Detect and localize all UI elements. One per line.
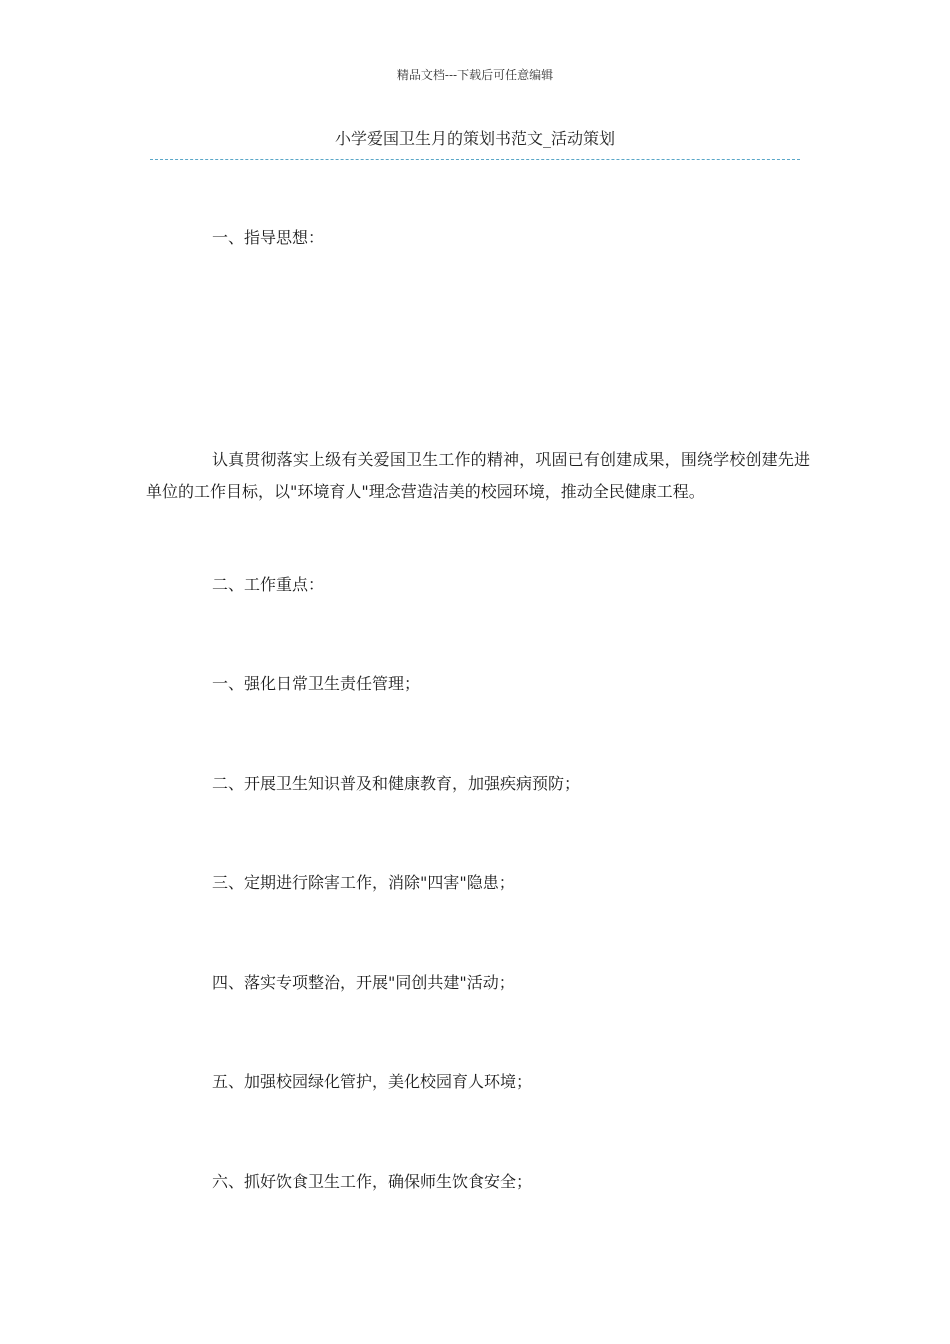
document-title: 小学爱国卫生月的策划书范文_活动策划 [334, 129, 615, 148]
list-item: 五、加强校园绿化管护，美化校园育人环境； [212, 1072, 533, 1091]
list-item: 三、定期进行除害工作，消除"四害"隐患； [212, 873, 515, 892]
guiding-thought-paragraph: 认真贯彻落实上级有关爱国卫生工作的精神，巩固已有创建成果，围绕学校创建先进单位的工作目标，以"环境育人"理念营造洁美的校园环境，推动全民健康工程。 [146, 450, 810, 501]
section-heading-work-focus: 二、工作重点： [212, 575, 325, 594]
list-item: 四、落实专项整治，开展"同创共建"活动； [212, 973, 515, 992]
section-heading-guiding-thought: 一、指导思想： [212, 228, 325, 247]
list-item: 二、开展卫生知识普及和健康教育，加强疾病预防； [212, 774, 581, 793]
list-item: 一、强化日常卫生责任管理； [212, 674, 421, 693]
title-divider [150, 159, 800, 160]
header-note: 精品文档---下载后可任意编辑 [396, 68, 554, 82]
list-item: 六、抓好饮食卫生工作，确保师生饮食安全； [212, 1172, 533, 1191]
